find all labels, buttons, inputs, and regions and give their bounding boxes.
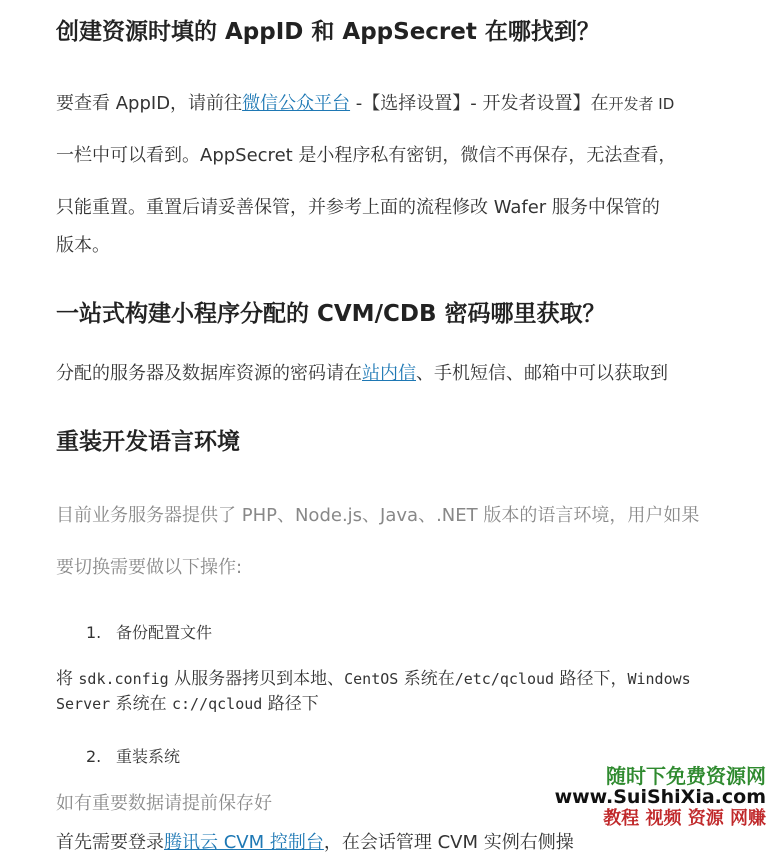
list-number: 2. <box>86 747 102 766</box>
wechat-platform-link[interactable]: 微信公众平台 <box>242 93 351 114</box>
watermark-line: 随时下免费资源网 <box>606 764 766 788</box>
heading-reinstall: 重装开发语言环境 <box>56 429 240 455</box>
watermark-line: 教程 视频 资源 网赚 <box>603 808 766 829</box>
inbox-link[interactable]: 站内信 <box>362 363 416 384</box>
code: c://qcloud <box>172 695 263 713</box>
list-number: 1. <box>86 623 102 642</box>
text: 将 <box>56 669 79 689</box>
backup-line2 <box>56 692 319 716</box>
heading-appid: 创建资源时填的 AppID 和 AppSecret 在哪找到？ <box>56 19 600 45</box>
para-password <box>56 362 668 386</box>
para-login <box>56 831 574 855</box>
code: sdk.config <box>78 670 169 688</box>
text: -【选择设置】- 开发者设置】在 <box>350 93 609 114</box>
para-appid-line3: 只能重置。重置后请妥善保管，并参考上面的流程修改 Wafer 服务中保管的 <box>56 197 660 218</box>
text: 首先需要登录 <box>56 832 164 853</box>
text: 分配的服务器及数据库资源的密码请在 <box>56 363 362 384</box>
text: 开发者 ID <box>608 95 675 113</box>
text: 路径下 <box>262 694 319 714</box>
text: 系统在 <box>398 669 455 689</box>
list-label: 备份配置文件 <box>116 623 213 642</box>
note-backup: 如有重要数据请提前保存好 <box>56 793 272 814</box>
heading-cvm-password: 一站式构建小程序分配的 CVM/CDB 密码哪里获取？ <box>56 301 606 327</box>
code: Windows <box>627 670 691 688</box>
list-item-reinstall <box>86 744 180 767</box>
text: 、手机短信、邮箱中可以获取到 <box>416 363 668 384</box>
watermark-line: www.SuiShiXia.com <box>554 786 766 808</box>
code: CentOS <box>344 670 399 688</box>
text: ，在会话管理 CVM 实例右侧操 <box>323 832 574 853</box>
text: 路径下， <box>554 669 628 689</box>
intro-line2: 要切换需要做以下操作: <box>56 557 243 578</box>
text: 系统在 <box>110 694 172 714</box>
list-item-backup <box>86 620 212 643</box>
intro-line1: 目前业务服务器提供了 PHP、Node.js、Java、.NET 版本的语言环境，用户如果 <box>56 505 700 526</box>
para-appid-line4: 版本。 <box>56 235 110 256</box>
code: /etc/qcloud <box>454 670 555 688</box>
list-label: 重装系统 <box>116 747 181 766</box>
cvm-console-link[interactable]: 腾讯云 CVM 控制台 <box>164 832 324 853</box>
backup-line1 <box>56 667 691 691</box>
watermark-logo <box>555 766 766 829</box>
para-appid-line1 <box>56 92 674 116</box>
text: 从服务器拷贝到本地、 <box>168 669 345 689</box>
para-appid-line2: 一栏中可以看到。AppSecret 是小程序私有密钥，微信不再保存，无法查看， <box>56 145 677 166</box>
code: Server <box>56 695 111 713</box>
text: 要查看 AppID，请前往 <box>56 93 243 114</box>
